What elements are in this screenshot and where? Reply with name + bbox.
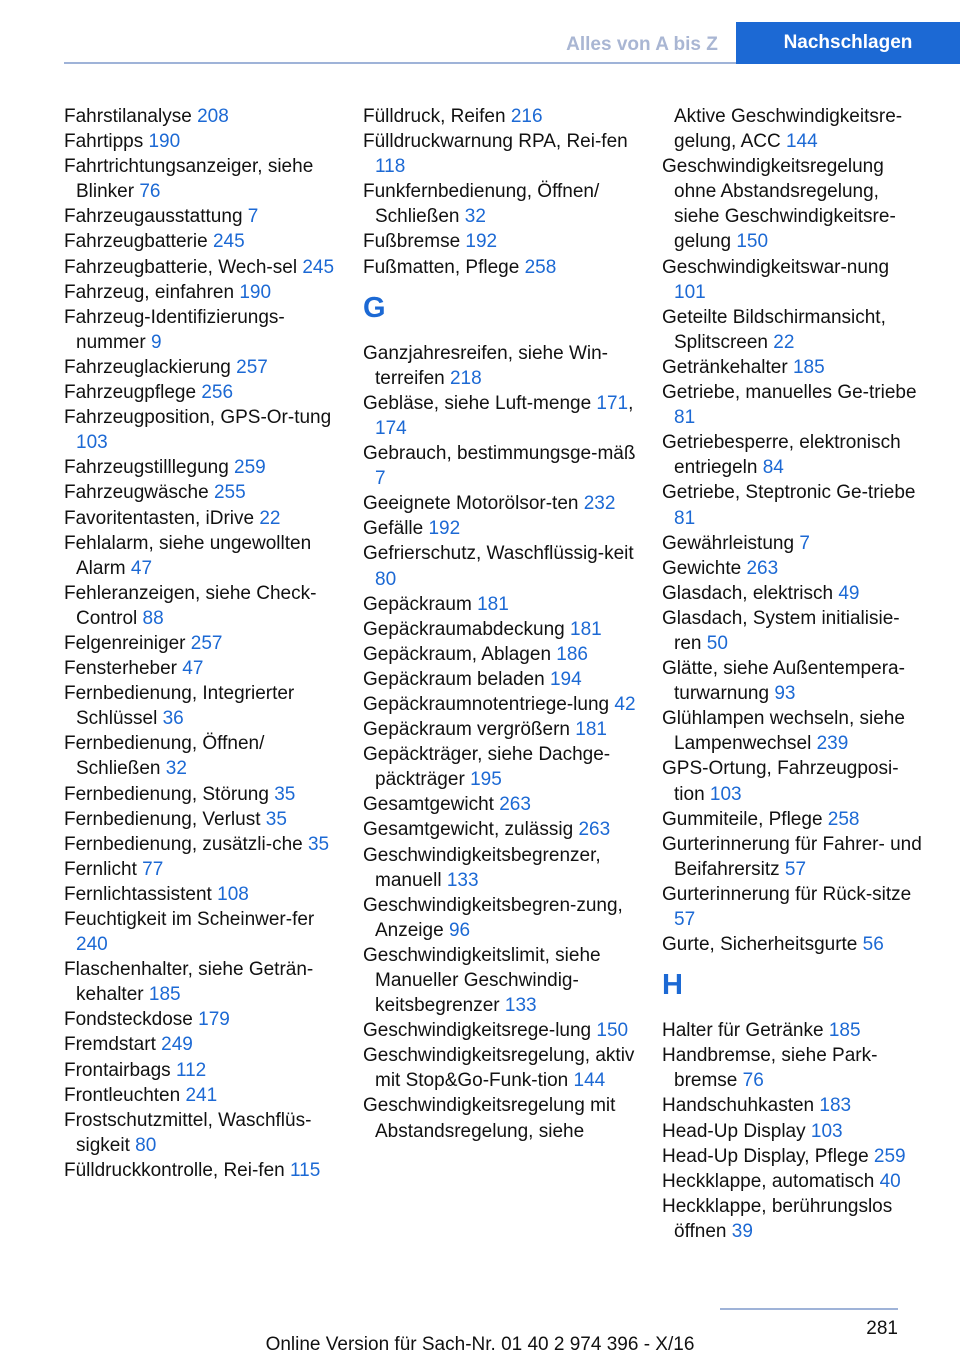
index-entry bbox=[363, 255, 643, 280]
index-term: Fahrzeugausstattung bbox=[64, 206, 243, 228]
page-link[interactable]: 240 bbox=[76, 934, 108, 956]
index-term: Frontleuchten bbox=[64, 1084, 181, 1106]
index-entry bbox=[64, 907, 344, 957]
page-link[interactable]: 80 bbox=[375, 568, 397, 590]
chapter-tab[interactable]: Nachschlagen bbox=[736, 22, 960, 64]
page-link[interactable]: 181 bbox=[570, 618, 602, 640]
index-term: Gepäckraum, Ablagen bbox=[363, 643, 552, 665]
page-link[interactable]: 133 bbox=[504, 995, 537, 1017]
page-link[interactable]: 39 bbox=[731, 1220, 753, 1242]
index-entry bbox=[64, 857, 344, 882]
index-term: Gebläse, siehe Luft‐menge bbox=[363, 392, 592, 414]
index-entry bbox=[64, 380, 344, 405]
index-term: Feuchtigkeit im Scheinwer‐fer bbox=[64, 909, 315, 930]
index-entry bbox=[363, 667, 643, 692]
index-term: Heckklappe, automatisch bbox=[662, 1170, 875, 1192]
index-term: Fußbremse bbox=[363, 231, 461, 253]
index-entry bbox=[363, 1018, 643, 1043]
page-link[interactable]: 192 bbox=[465, 231, 498, 253]
page-link[interactable]: 103 bbox=[810, 1120, 843, 1142]
index-entry bbox=[64, 656, 344, 681]
index-term: Fahrzeugposition, GPS-Or‐tung bbox=[64, 407, 332, 429]
page-link[interactable]: 103 bbox=[709, 783, 742, 805]
index-term: Fensterheber bbox=[64, 658, 178, 680]
index-term: Gefälle bbox=[363, 518, 424, 540]
index-term: Fernbedienung, Verlust bbox=[64, 808, 261, 830]
index-term: Gebrauch, bestimmungsge‐mäß bbox=[363, 443, 636, 465]
index-entry bbox=[363, 441, 643, 491]
index-entry bbox=[64, 104, 344, 129]
index-term: Fülldruck, Reifen bbox=[363, 106, 506, 127]
index-entry bbox=[662, 154, 924, 254]
index-entry bbox=[662, 1169, 924, 1194]
index-term: Fondsteckdose bbox=[64, 1009, 193, 1031]
index-term: Fernbedienung, Störung bbox=[64, 783, 269, 805]
index-entry bbox=[363, 341, 643, 391]
index-term: Gesamtgewicht, zulässig bbox=[363, 819, 574, 841]
page-link[interactable]: 190 bbox=[148, 131, 181, 153]
page-link[interactable]: 245 bbox=[212, 231, 245, 253]
index-entry bbox=[64, 1007, 344, 1032]
page-number: 281 bbox=[866, 1318, 898, 1339]
page-link[interactable]: 49 bbox=[838, 582, 860, 604]
page-link[interactable]: 81 bbox=[674, 407, 696, 429]
index-term: Geschwindigkeitsregelung, aktiv mit Stop&Go-Funk‐tion bbox=[363, 1045, 635, 1092]
index-term: Head-Up Display, Pflege bbox=[662, 1145, 869, 1167]
page-link[interactable]: 258 bbox=[827, 808, 860, 830]
index-entry bbox=[64, 957, 344, 1007]
index-term: Fahrzeuglackierung bbox=[64, 356, 231, 378]
page-link[interactable]: 115 bbox=[289, 1159, 321, 1181]
index-term: Geschwindigkeitsregelung mit Abstandsregelung, siehe bbox=[363, 1095, 616, 1142]
index-term: Gesamtgewicht bbox=[363, 794, 494, 816]
index-entry bbox=[363, 129, 643, 179]
index-term: GPS-Ortung, Fahrzeugposi‐tion bbox=[662, 758, 899, 805]
index-letter-heading: H bbox=[662, 969, 683, 1002]
index-entry bbox=[64, 506, 344, 531]
index-term: Fahrzeugpflege bbox=[64, 382, 197, 404]
page-link[interactable]: 245 bbox=[302, 256, 335, 278]
index-term: Ganzjahresreifen, siehe Win‐terreifen bbox=[363, 342, 608, 389]
index-entry bbox=[64, 731, 344, 781]
index-letter-heading: G bbox=[363, 291, 386, 324]
index-term: Flaschenhalter, siehe Geträn‐kehalter bbox=[64, 959, 314, 1006]
index-term: Geeignete Motorölsor‐ten bbox=[363, 493, 579, 515]
index-entry bbox=[64, 255, 344, 280]
index-entry bbox=[662, 606, 924, 656]
index-entry bbox=[363, 104, 643, 129]
index-term: Geschwindigkeitsbegrenzer, manuell bbox=[363, 844, 601, 891]
page-link[interactable]: 194 bbox=[549, 668, 582, 690]
index-entry bbox=[363, 516, 643, 541]
page-link[interactable]: 7 bbox=[247, 206, 259, 228]
page-link[interactable]: 7 bbox=[375, 468, 386, 490]
page-link[interactable]: 40 bbox=[879, 1170, 901, 1192]
page-link[interactable]: 81 bbox=[674, 507, 696, 529]
index-entry bbox=[64, 1083, 344, 1108]
page-link[interactable]: 76 bbox=[139, 181, 161, 203]
index-entry bbox=[363, 179, 643, 229]
index-entry bbox=[64, 204, 344, 229]
index-entry bbox=[64, 1158, 344, 1183]
index-term: Getriebe, manuelles Ge‐triebe bbox=[662, 382, 917, 404]
page-link[interactable]: 263 bbox=[499, 794, 531, 816]
index-entry bbox=[662, 255, 924, 305]
index-entry bbox=[662, 430, 924, 480]
page-link[interactable]: 47 bbox=[182, 658, 204, 680]
page-link[interactable]: 150 bbox=[596, 1020, 629, 1042]
page-link[interactable]: 101 bbox=[674, 281, 706, 303]
index-entry bbox=[64, 129, 344, 154]
index-term: Fahrzeugbatterie, Wech‐sel bbox=[64, 256, 298, 278]
section-title: Alles von A bis Z bbox=[566, 34, 718, 55]
page-link[interactable]: 208 bbox=[197, 106, 229, 127]
index-entry bbox=[363, 717, 643, 742]
page-link[interactable]: 36 bbox=[162, 708, 184, 730]
index-term: Getriebe, Steptronic Ge‐triebe bbox=[662, 482, 916, 504]
page-link[interactable]: 181 bbox=[477, 593, 509, 615]
page-link[interactable]: 84 bbox=[762, 457, 784, 479]
index-term: Head-Up Display bbox=[662, 1120, 806, 1142]
index-term: Gepäckraumnotentriege‐lung bbox=[363, 693, 610, 715]
index-entry: Gebläse, siehe Luft‐menge 171, 174 bbox=[363, 392, 634, 439]
index-entry bbox=[662, 1043, 924, 1093]
index-entry bbox=[363, 1043, 643, 1093]
footer-rule bbox=[720, 1308, 898, 1310]
page-link[interactable]: 259 bbox=[873, 1145, 906, 1167]
index-term: Fußmatten, Pflege bbox=[363, 256, 520, 278]
index-term: Fernbedienung, Öffnen/ Schließen bbox=[64, 733, 265, 780]
page-link[interactable]: 257 bbox=[236, 356, 268, 378]
index-entry bbox=[662, 832, 924, 882]
index-entry bbox=[662, 380, 924, 430]
index-entry bbox=[662, 305, 924, 355]
index-entry bbox=[363, 541, 643, 591]
page-link[interactable]: 7 bbox=[799, 532, 810, 554]
index-entry bbox=[662, 556, 924, 581]
page-link[interactable]: 47 bbox=[130, 557, 153, 579]
index-term: Gurte, Sicherheitsgurte bbox=[662, 934, 858, 956]
index-entry bbox=[64, 280, 344, 305]
index-term: Geschwindigkeitsbegren‐zung, Anzeige bbox=[363, 894, 623, 941]
index-entry bbox=[662, 1018, 924, 1043]
page-link[interactable]: 216 bbox=[510, 106, 543, 127]
index-column-3 bbox=[662, 104, 924, 1244]
index-term: Gepäckträger, siehe Dachge‐päckträger bbox=[363, 744, 611, 791]
index-entry bbox=[64, 581, 344, 631]
index-term: Fahrstilanalyse bbox=[64, 106, 192, 127]
index-entry bbox=[662, 1144, 924, 1169]
page-link[interactable]: 9 bbox=[150, 331, 162, 353]
index-term: Glätte, siehe Außentempera‐turwarnung bbox=[662, 658, 905, 705]
index-term: Gurterinnerung für Rück‐sitze bbox=[662, 883, 912, 905]
page-link[interactable]: 80 bbox=[135, 1134, 157, 1156]
page-link[interactable]: 218 bbox=[449, 367, 482, 389]
page-link[interactable]: 186 bbox=[556, 643, 588, 665]
index-entry bbox=[363, 229, 643, 254]
index-term: Fehleranzeigen, siehe Check-Control bbox=[64, 582, 317, 629]
index-entry bbox=[363, 843, 643, 893]
index-term: Fremdstart bbox=[64, 1034, 156, 1056]
page-link[interactable]: 241 bbox=[185, 1084, 218, 1106]
index-term: Handschuhkasten bbox=[662, 1095, 815, 1117]
index-term: Geschwindigkeitsrege‐lung bbox=[363, 1020, 592, 1042]
index-term: Getriebesperre, elektronisch entriegeln bbox=[662, 432, 901, 479]
index-entry bbox=[363, 893, 643, 943]
index-term: Fahrzeug-Identifizierungs‐nummer bbox=[64, 306, 285, 353]
page-link[interactable]: 57 bbox=[784, 858, 807, 880]
index-entry bbox=[363, 617, 643, 642]
index-entry bbox=[662, 1093, 924, 1118]
page-link[interactable]: 192 bbox=[428, 518, 461, 540]
page-link[interactable]: 249 bbox=[161, 1034, 193, 1056]
page-link[interactable]: 103 bbox=[76, 432, 108, 454]
index-term: Fehlalarm, siehe ungewollten Alarm bbox=[64, 532, 312, 579]
page-link[interactable]: 256 bbox=[201, 382, 234, 404]
index-entry bbox=[64, 305, 344, 355]
index-entry bbox=[64, 355, 344, 380]
page-link[interactable]: 259 bbox=[234, 457, 266, 479]
page-link[interactable]: 88 bbox=[142, 607, 164, 629]
index-term: Gepäckraum bbox=[363, 593, 472, 615]
index-entry bbox=[363, 692, 643, 717]
index-entry bbox=[64, 882, 344, 907]
index-term: Felgenreiniger bbox=[64, 632, 186, 654]
index-term: Fahrtrichtungsanzeiger, siehe Blinker bbox=[64, 156, 314, 203]
page-link[interactable]: 50 bbox=[706, 632, 728, 654]
page-link[interactable]: 185 bbox=[828, 1020, 861, 1042]
index-entry bbox=[363, 491, 643, 516]
index-term: Geteilte Bildschirmansicht, Splitscreen bbox=[662, 306, 886, 353]
index-entry bbox=[662, 882, 924, 932]
page-link[interactable]: 35 bbox=[307, 833, 330, 855]
index-entry bbox=[64, 455, 344, 480]
page-link[interactable]: 76 bbox=[742, 1070, 764, 1092]
page-link[interactable]: 118 bbox=[375, 156, 406, 178]
index-term: Favoritentasten, iDrive bbox=[64, 507, 255, 529]
page-link[interactable]: 179 bbox=[198, 1009, 230, 1031]
index-entry bbox=[363, 1093, 643, 1143]
page-link[interactable]: 185 bbox=[148, 984, 181, 1006]
page-link[interactable]: 183 bbox=[819, 1095, 852, 1117]
index-entry bbox=[662, 355, 924, 380]
index-entry bbox=[662, 932, 924, 957]
page-link[interactable]: 22 bbox=[259, 507, 281, 529]
page-link[interactable]: 22 bbox=[773, 331, 795, 353]
index-term: Glasdach, elektrisch bbox=[662, 582, 834, 604]
page-link[interactable]: 150 bbox=[736, 231, 769, 253]
index-entry bbox=[363, 592, 643, 617]
index-term: Gummiteile, Pflege bbox=[662, 808, 823, 830]
edition-note: Online Version für Sach-Nr. 01 40 2 974 396 - X/16 bbox=[265, 1334, 695, 1355]
page-link[interactable]: 174 bbox=[375, 417, 407, 439]
page-link[interactable]: 112 bbox=[175, 1059, 207, 1081]
page-link[interactable]: 190 bbox=[239, 281, 272, 303]
page-link[interactable]: 195 bbox=[470, 769, 502, 791]
index-entry bbox=[662, 807, 924, 832]
index-term: Fernlicht bbox=[64, 858, 137, 880]
index-term: Gepäckraum beladen bbox=[363, 668, 545, 690]
index-term: Fahrzeugstilllegung bbox=[64, 457, 229, 479]
index-entry bbox=[64, 681, 344, 731]
index-term: Funkfernbedienung, Öffnen/ Schließen bbox=[363, 181, 600, 228]
index-term: Gefrierschutz, Waschflüssig‐keit bbox=[363, 543, 634, 565]
page-link[interactable]: 185 bbox=[792, 356, 825, 378]
page-link[interactable]: 258 bbox=[524, 256, 557, 278]
index-term: Aktive Geschwindigkeitsre‐gelung, ACC bbox=[674, 106, 903, 153]
index-entry bbox=[662, 656, 924, 706]
page-link[interactable]: 263 bbox=[578, 819, 611, 841]
page-link[interactable]: 144 bbox=[573, 1070, 606, 1092]
index-entry bbox=[64, 1058, 344, 1083]
page-link[interactable]: 32 bbox=[165, 758, 187, 780]
page-link[interactable]: 32 bbox=[464, 206, 486, 228]
index-entry bbox=[662, 1119, 924, 1144]
index-entry bbox=[662, 581, 924, 606]
index-term: Gepäckraum vergrößern bbox=[363, 719, 570, 741]
index-entry bbox=[662, 706, 924, 756]
index-term: Fernbedienung, Integrierter Schlüssel bbox=[64, 683, 295, 730]
index-term: Fernbedienung, zusätzli‐che bbox=[64, 833, 303, 855]
index-entry bbox=[64, 832, 344, 857]
index-entry bbox=[64, 154, 344, 204]
index-term: Geschwindigkeitswar‐nung bbox=[662, 256, 890, 278]
index-term: Gurterinnerung für Fahrer- und Beifahrersitz bbox=[662, 833, 922, 880]
index-term: Handbremse, siehe Park‐bremse bbox=[662, 1045, 878, 1092]
index-entry bbox=[64, 229, 344, 254]
page-link[interactable]: 263 bbox=[746, 557, 779, 579]
index-entry bbox=[64, 405, 344, 455]
index-term: Frontairbags bbox=[64, 1059, 171, 1081]
index-column-2 bbox=[363, 104, 643, 1144]
page-link[interactable]: 77 bbox=[142, 858, 164, 880]
index-term: Fahrzeugbatterie bbox=[64, 231, 208, 253]
index-entry bbox=[64, 480, 344, 505]
index-term: Geschwindigkeitslimit, siehe Manueller Geschwindig‐keitsbegrenzer bbox=[363, 944, 601, 1017]
index-term: Gepäckraumabdeckung bbox=[363, 618, 565, 640]
page-link[interactable]: 171 bbox=[596, 392, 629, 414]
index-term: Gewichte bbox=[662, 557, 742, 579]
index-entry bbox=[662, 480, 924, 530]
index-term: Fülldruckwarnung RPA, Rei‐fen bbox=[363, 131, 628, 153]
page-link[interactable]: 42 bbox=[614, 693, 636, 715]
index-term: Fahrzeug, einfahren bbox=[64, 281, 235, 303]
index-column-1 bbox=[64, 104, 344, 1183]
index-entry bbox=[363, 817, 643, 842]
index-term: Glühlampen wechseln, siehe Lampenwechsel bbox=[662, 708, 905, 755]
page-link[interactable]: 133 bbox=[446, 869, 479, 891]
index-term: Fahrtipps bbox=[64, 131, 144, 153]
index-entry bbox=[363, 943, 643, 1018]
index-entry bbox=[64, 631, 344, 656]
index-entry bbox=[363, 792, 643, 817]
page-link[interactable]: 255 bbox=[213, 482, 246, 504]
index-term: Frostschutzmittel, Waschflüs‐sigkeit bbox=[64, 1109, 312, 1156]
page-link[interactable]: 35 bbox=[274, 783, 296, 805]
index-term: Fahrzeugwäsche bbox=[64, 482, 209, 504]
page-link[interactable]: 56 bbox=[862, 934, 884, 956]
index-entry bbox=[662, 531, 924, 556]
page-link[interactable]: 57 bbox=[674, 909, 696, 930]
index-term: Fernlichtassistent bbox=[64, 883, 212, 905]
index-entry bbox=[662, 1194, 924, 1244]
index-term: Glasdach, System initialisie‐ren bbox=[662, 607, 900, 654]
page-link[interactable]: 257 bbox=[190, 632, 223, 654]
index-entry bbox=[64, 807, 344, 832]
index-term: Halter für Getränke bbox=[662, 1020, 824, 1042]
index-entry bbox=[363, 742, 643, 792]
index-entry bbox=[64, 1032, 344, 1057]
index-entry bbox=[662, 756, 924, 806]
page-link[interactable]: 96 bbox=[448, 919, 471, 941]
page-link[interactable]: 144 bbox=[785, 131, 818, 153]
page-link[interactable]: 108 bbox=[217, 883, 249, 905]
page-link[interactable]: 181 bbox=[575, 719, 607, 741]
page-link[interactable]: 239 bbox=[816, 733, 849, 755]
index-term: Geschwindigkeitsregelung ohne Abstandsregelung, siehe Geschwindigkeitsre‐gelung bbox=[662, 156, 896, 253]
index-term: Getränkehalter bbox=[662, 356, 788, 378]
index-entry bbox=[64, 782, 344, 807]
index-term: Fülldruckkontrolle, Rei‐fen bbox=[64, 1159, 285, 1181]
index-entry bbox=[363, 642, 643, 667]
page-link[interactable]: 232 bbox=[583, 493, 616, 515]
index-term: Heckklappe, berührungslos öffnen bbox=[662, 1195, 893, 1242]
index-entry bbox=[64, 1108, 344, 1158]
index-entry bbox=[64, 531, 344, 581]
page-link[interactable]: 35 bbox=[265, 808, 287, 830]
index-term: Gewährleistung bbox=[662, 532, 795, 554]
index-entry bbox=[662, 104, 924, 154]
page-link[interactable]: 93 bbox=[774, 683, 796, 705]
